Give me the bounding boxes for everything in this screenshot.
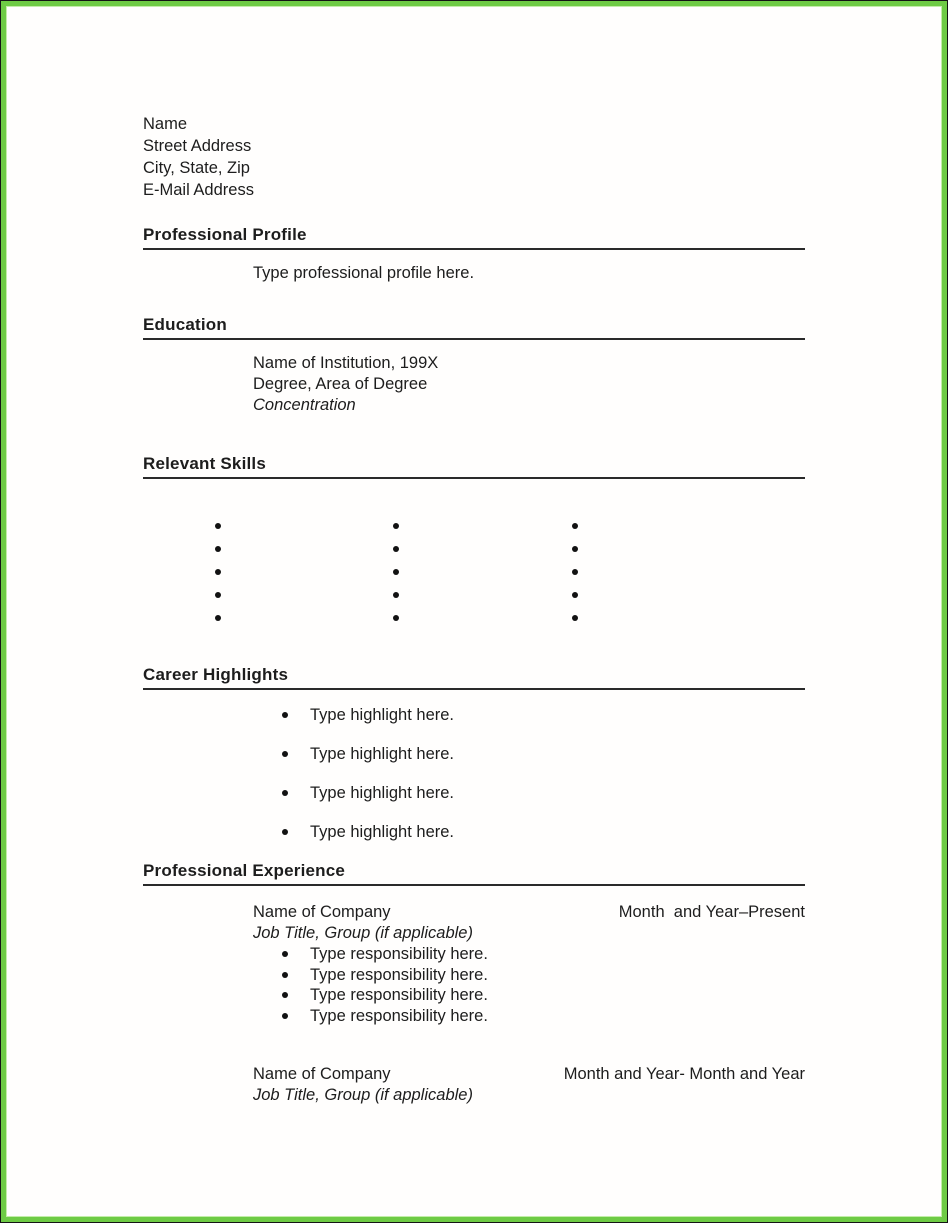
section-title-relevant-skills: Relevant Skills xyxy=(143,453,805,479)
email-address-placeholder[interactable]: E-Mail Address xyxy=(143,181,254,199)
bullet-icon xyxy=(393,546,399,552)
job-title-placeholder[interactable]: Job Title, Group (if applicable) xyxy=(253,1086,473,1104)
bullet-icon xyxy=(215,546,221,552)
responsibility-item xyxy=(143,965,805,986)
skills-column-2 xyxy=(393,523,399,638)
concentration-placeholder[interactable]: Concentration xyxy=(253,396,356,414)
bullet-icon xyxy=(215,615,221,621)
bullet-icon xyxy=(215,592,221,598)
bullet-icon xyxy=(572,569,578,575)
bullet-icon xyxy=(393,523,399,529)
education-block xyxy=(143,353,805,416)
bullet-icon xyxy=(282,972,288,978)
contact-block xyxy=(143,113,805,201)
institution-placeholder[interactable]: Name of Institution, 199X xyxy=(253,354,439,372)
bullet-icon xyxy=(572,546,578,552)
bullet-icon xyxy=(393,615,399,621)
bullet-icon xyxy=(393,569,399,575)
highlight-item xyxy=(143,743,805,765)
bullet-icon xyxy=(282,992,288,998)
bullet-icon xyxy=(215,569,221,575)
highlight-placeholder[interactable]: Type highlight here. xyxy=(310,745,455,763)
bullet-icon xyxy=(282,1013,288,1019)
company-name-placeholder[interactable]: Name of Company xyxy=(253,903,391,921)
skills-bullet-grid xyxy=(143,523,805,621)
job-entry xyxy=(143,1064,805,1106)
bullet-icon xyxy=(572,615,578,621)
highlight-placeholder[interactable]: Type highlight here. xyxy=(310,784,455,802)
bullet-icon xyxy=(572,592,578,598)
section-title-professional-profile: Professional Profile xyxy=(143,224,805,250)
job-entry xyxy=(143,902,805,1026)
highlight-placeholder[interactable]: Type highlight here. xyxy=(310,706,455,724)
section-title-career-highlights: Career Highlights xyxy=(143,664,805,690)
job-dates-placeholder[interactable]: Month and Year- Month and Year xyxy=(563,1065,805,1083)
job-header-row xyxy=(143,902,805,923)
responsibility-placeholder[interactable]: Type responsibility here. xyxy=(310,986,488,1004)
highlight-item xyxy=(143,782,805,804)
bullet-icon xyxy=(572,523,578,529)
bullet-icon xyxy=(393,592,399,598)
name-placeholder[interactable]: Name xyxy=(143,115,188,133)
professional-profile-placeholder[interactable]: Type professional profile here. xyxy=(253,264,475,282)
street-address-placeholder[interactable]: Street Address xyxy=(143,137,252,155)
bullet-icon xyxy=(282,712,288,718)
bullet-icon xyxy=(282,790,288,796)
highlight-item xyxy=(143,821,805,843)
career-highlights-list xyxy=(143,704,805,843)
section-title-professional-experience: Professional Experience xyxy=(143,860,805,886)
responsibilities-list xyxy=(143,944,805,1026)
degree-placeholder[interactable]: Degree, Area of Degree xyxy=(253,375,428,393)
responsibility-item xyxy=(143,944,805,965)
section-title-education: Education xyxy=(143,314,805,340)
company-name-placeholder[interactable]: Name of Company xyxy=(253,1065,391,1083)
highlight-placeholder[interactable]: Type highlight here. xyxy=(310,823,455,841)
highlight-item xyxy=(143,704,805,726)
responsibility-placeholder[interactable]: Type responsibility here. xyxy=(310,945,488,963)
skills-column-1 xyxy=(215,523,221,638)
responsibility-item xyxy=(143,985,805,1006)
bullet-icon xyxy=(282,751,288,757)
bullet-icon xyxy=(282,951,288,957)
page-content xyxy=(143,113,805,1106)
city-state-zip-placeholder[interactable]: City, State, Zip xyxy=(143,159,250,177)
job-title-placeholder[interactable]: Job Title, Group (if applicable) xyxy=(253,924,473,942)
job-header-row xyxy=(143,1064,805,1085)
job-dates-placeholder[interactable]: Month and Year–Present xyxy=(618,903,805,921)
skills-column-3 xyxy=(572,523,578,638)
bullet-icon xyxy=(282,829,288,835)
responsibility-item xyxy=(143,1006,805,1027)
bullet-icon xyxy=(215,523,221,529)
responsibility-placeholder[interactable]: Type responsibility here. xyxy=(310,1006,488,1025)
responsibility-placeholder[interactable]: Type responsibility here. xyxy=(310,965,488,984)
